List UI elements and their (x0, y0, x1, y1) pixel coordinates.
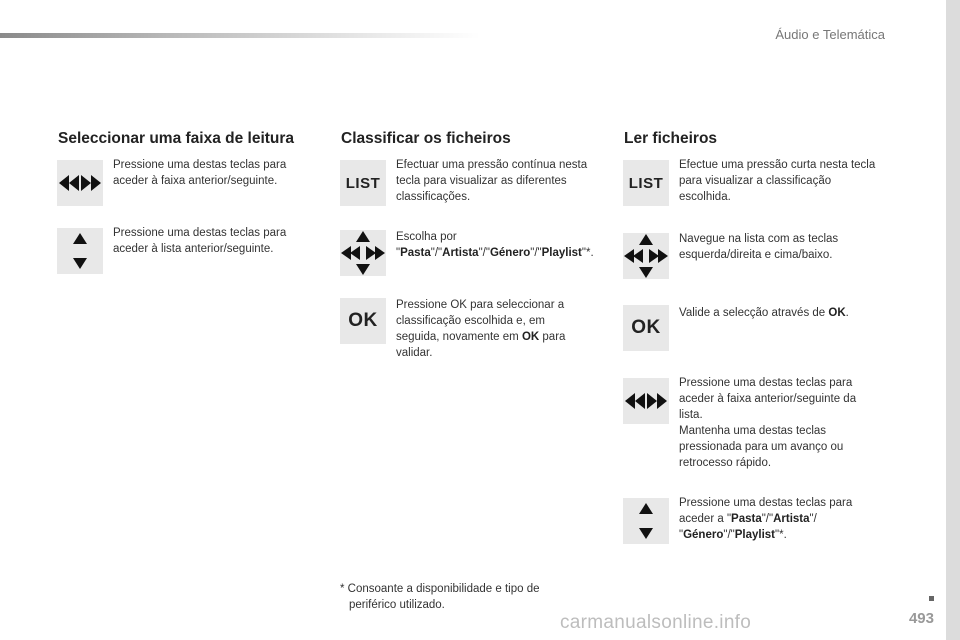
col1-title: Seleccionar uma faixa de leitura (58, 130, 295, 147)
prev-next-key-2 (623, 378, 669, 424)
up-down-icon (639, 503, 653, 539)
col2-item2-text: Escolha por "Pasta"/"Artista"/"Género"/"Playlist"*. (396, 231, 594, 259)
up-down-icon (73, 233, 87, 269)
prev-next-key (57, 160, 103, 206)
col3-item5-text: Pressione uma destas teclas para aceder a "Pasta"/"Artista"/ "Género"/"Playlist"*. (679, 497, 853, 541)
prev-next-icon (625, 393, 667, 409)
page-marker (929, 596, 934, 601)
list-key-label: LIST (345, 174, 381, 192)
up-down-key (57, 228, 103, 274)
col1-item2-text: Pressione uma destas teclas para aceder à lista anterior/seguinte. (113, 227, 287, 255)
header-gradient-bar (0, 33, 480, 38)
col2-item1-text: Efectuar uma pressão contínua nesta tecla para visualizar as diferentes classificações. (396, 159, 588, 203)
page-number: 493 (908, 610, 934, 627)
four-way-icon (341, 231, 385, 275)
list-key (340, 160, 386, 206)
four-way-key (340, 230, 386, 276)
col3-title: Ler ficheiros (624, 130, 718, 147)
list-key-label-2: LIST (628, 174, 664, 192)
ok-key-label-2: OK (631, 317, 661, 338)
list-key-2 (623, 160, 669, 206)
section-header: Áudio e Telemática (775, 27, 885, 42)
col3-item1-text: Efectue uma pressão curta nesta tecla para visualizar a classificação escolhida. (679, 159, 876, 203)
col1-item1-text: Pressione uma destas teclas para aceder à faixa anterior/seguinte. (113, 159, 287, 187)
col3-item3-text: Valide a selecção através de OK. (679, 307, 849, 319)
ok-key-label: OK (348, 310, 378, 331)
ok-key (340, 298, 386, 344)
col2-item3-text: Pressione OK para seleccionar a classificação escolhida e, em seguida, novamente em OK para validar. (396, 299, 566, 359)
prev-next-icon (59, 175, 101, 191)
col3-item2-text: Navegue na lista com as teclas esquerda/direita e cima/baixo. (679, 233, 839, 261)
four-way-key-2 (623, 233, 669, 279)
watermark: carmanualsonline.info (560, 612, 752, 633)
col3-item4-text: Pressione uma destas teclas para aceder à faixa anterior/seguinte da lista. Mantenha uma destas teclas pressionada para um avanço ou retrocesso rápido. (679, 377, 857, 469)
footnote: * Consoante a disponibilidade e tipo de periférico utilizado. (340, 583, 540, 611)
four-way-icon (624, 234, 668, 278)
up-down-key-2 (623, 498, 669, 544)
col2-title: Classificar os ficheiros (341, 130, 511, 147)
ok-key-2 (623, 305, 669, 351)
page-edge-tab (946, 0, 960, 640)
